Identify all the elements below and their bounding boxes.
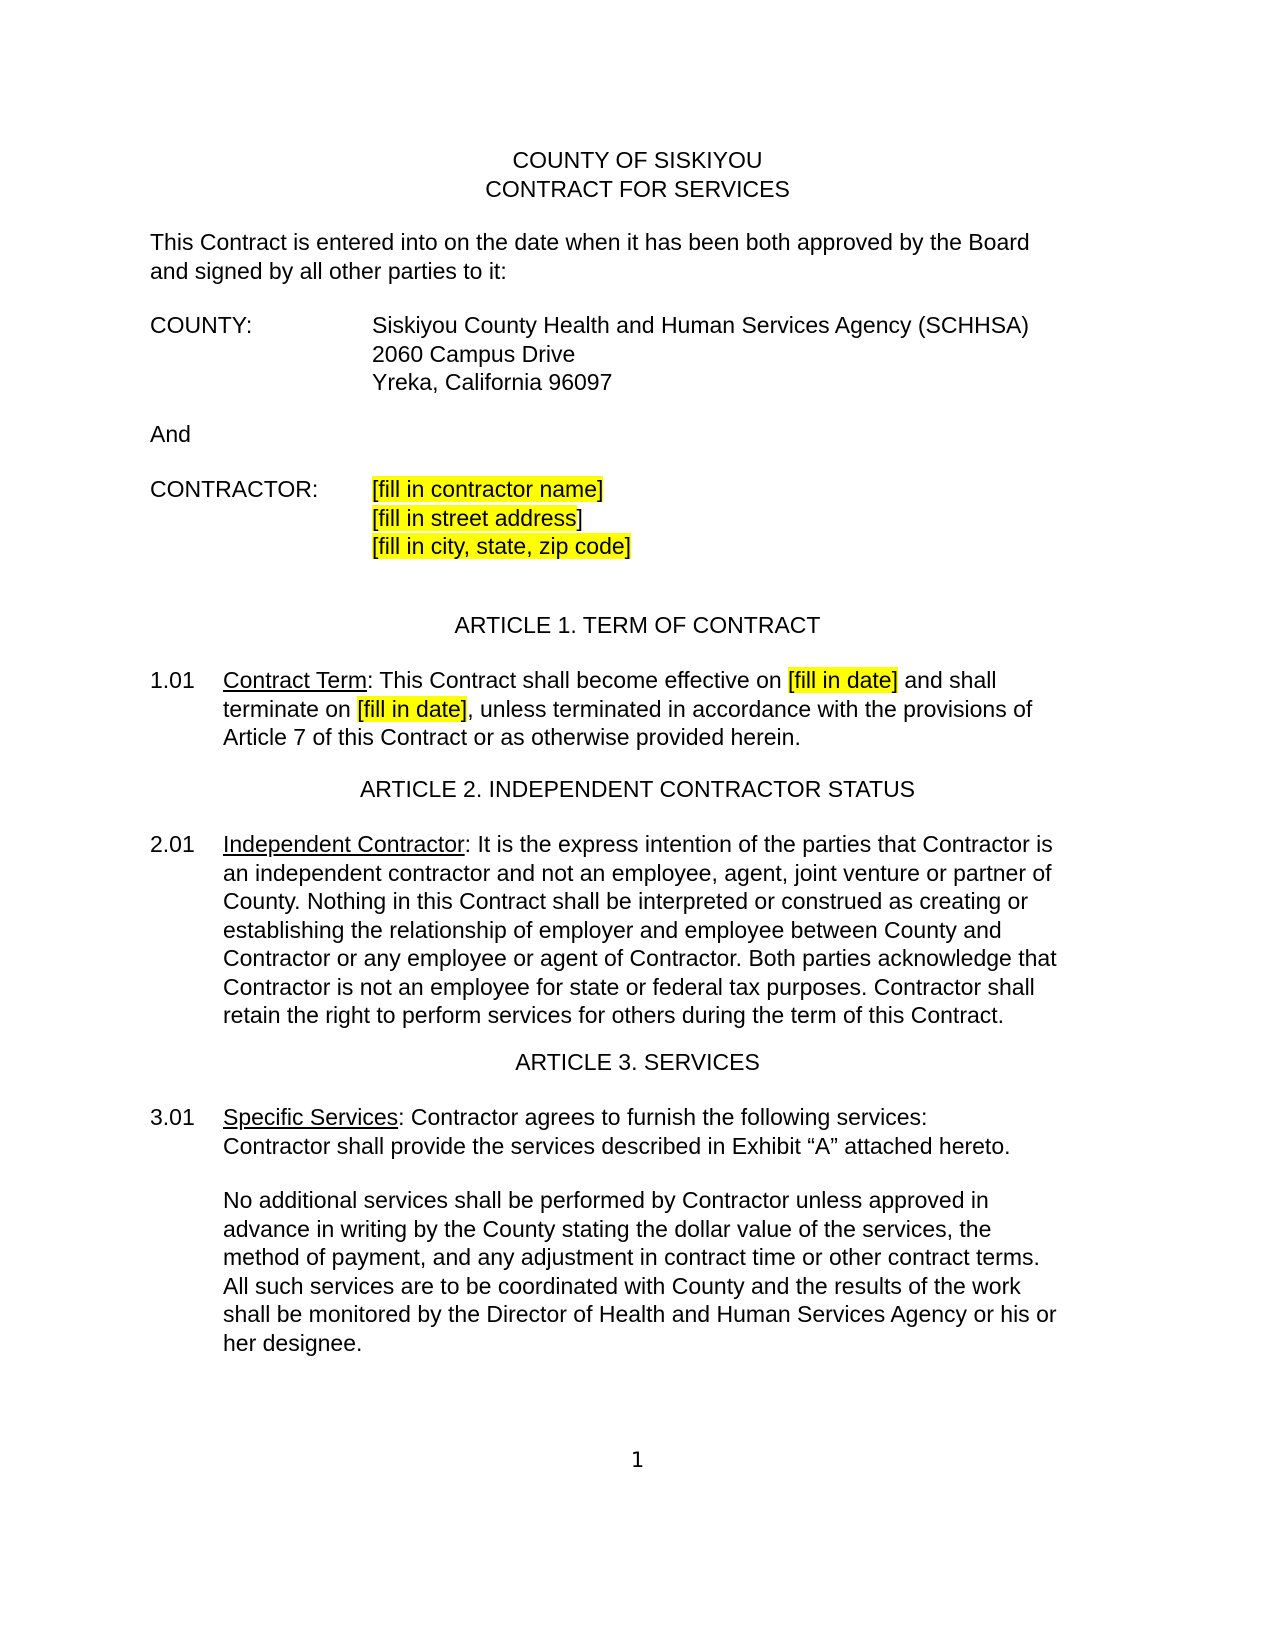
contractor-name-placeholder: [fill in contractor name]: [372, 476, 604, 502]
section-1-01-text: [223, 666, 1143, 752]
section-3-01-p2-line-3: method of payment, and any adjustment in contract time or other contract terms.: [223, 1244, 1040, 1270]
section-3-01-p2-line-5: shall be monitored by the Director of Health and Human Services Agency or his or: [223, 1301, 1057, 1327]
county-street: 2060 Campus Drive: [372, 340, 576, 367]
section-2-01-line-3: County. Nothing in this Contract shall be interpreted or construed as creating or: [223, 888, 1028, 914]
contractor-city-line: [372, 532, 631, 561]
section-2-01-line-1: [223, 830, 1143, 859]
contractor-address: [372, 475, 631, 561]
page-number: 1: [630, 1448, 645, 1472]
county-label: COUNTY:: [150, 312, 253, 338]
intro-line-2: and signed by all other parties to it:: [150, 257, 507, 284]
section-1-01-title: Contract Term: [223, 667, 368, 693]
section-3-01-line-2: Contractor shall provide the services described in Exhibit “A” attached hereto.: [223, 1132, 1011, 1159]
section-2-01-line-4: establishing the relationship of employer and employee between County and: [223, 916, 1002, 943]
section-2-01-number: 2.01: [150, 831, 195, 857]
section-2-01-line-5: Contractor or any employee or agent of Contractor. Both parties acknowledge that: [223, 945, 1057, 971]
section-1-01-l1-a: : This Contract shall become effective on: [367, 667, 789, 693]
effective-date-placeholder: [fill in date]: [788, 667, 898, 693]
section-2-01-line-2: an independent contractor and not an employee, agent, joint venture or partner of: [223, 859, 1052, 886]
and-text: And: [150, 421, 191, 447]
section-1-01-line-3: Article 7 of this Contract or as otherwise provided herein.: [223, 724, 801, 750]
section-3-01-l1-rest: : Contractor agrees to furnish the following services:: [398, 1104, 928, 1130]
section-1-01-line-2: [223, 695, 1143, 724]
section-3-01-line-1: [223, 1103, 1143, 1132]
section-2-01-line-6: Contractor is not an employee for state or federal tax purposes. Contractor shall: [223, 973, 1035, 1000]
section-3-01-text: [223, 1103, 1143, 1160]
section-2-01-title: Independent Contractor: [223, 831, 465, 857]
section-2-01-text: [223, 830, 1143, 1030]
section-3-01-title: Specific Services: [223, 1104, 399, 1130]
county-address: [372, 311, 1029, 397]
section-3-01-paragraph-2: [223, 1186, 1143, 1357]
section-1-01-l2-b: , unless terminated in accordance with the provisions of: [467, 695, 1033, 722]
section-3-01-p2-line-4: All such services are to be coordinated with County and the results of the work: [223, 1272, 1021, 1299]
section-2-01-l1-rest: : It is the express intention of the parties that Contractor is: [464, 831, 1053, 857]
termination-date-placeholder: [fill in date]: [357, 695, 468, 722]
section-2-01-line-7: retain the right to perform services for others during the term of this Contract.: [223, 1002, 1005, 1028]
section-3-01-p2-line-1: No additional services shall be performed by Contractor unless approved in: [223, 1187, 989, 1213]
intro-paragraph: [150, 228, 1140, 285]
contractor-street-bracket: ]: [576, 504, 583, 531]
section-3-01-number: 3.01: [150, 1104, 195, 1130]
title-line-county: COUNTY OF SISKIYOU: [512, 147, 763, 173]
contractor-street-line: [372, 504, 631, 533]
county-city: Yreka, California 96097: [372, 369, 613, 395]
article-2-heading: ARTICLE 2. INDEPENDENT CONTRACTOR STATUS: [359, 776, 916, 802]
article-1-heading: ARTICLE 1. TERM OF CONTRACT: [454, 612, 821, 638]
contractor-label: CONTRACTOR:: [150, 476, 319, 502]
section-3-01-p2-line-2: advance in writing by the County stating the dollar value of the services, the: [223, 1215, 992, 1242]
contractor-name-line: [372, 475, 631, 504]
intro-line-1: This Contract is entered into on the date when it has been both approved by the Board: [150, 229, 1030, 255]
section-1-01-line-1: [223, 666, 1143, 695]
section-1-01-l2-a: terminate on: [223, 695, 358, 722]
section-1-01-l1-b: and shall: [898, 667, 997, 693]
section-3-01-p2-line-6: her designee.: [223, 1329, 363, 1356]
contractor-city-placeholder: [fill in city, state, zip code]: [372, 533, 632, 559]
document-title: [0, 146, 1275, 203]
article-3-heading: ARTICLE 3. SERVICES: [515, 1049, 760, 1075]
title-line-contract: CONTRACT FOR SERVICES: [485, 175, 790, 202]
contractor-street-placeholder: [fill in street address: [372, 504, 577, 531]
section-1-01-number: 1.01: [150, 667, 195, 693]
county-name: Siskiyou County Health and Human Services Agency (SCHHSA): [372, 312, 1030, 338]
